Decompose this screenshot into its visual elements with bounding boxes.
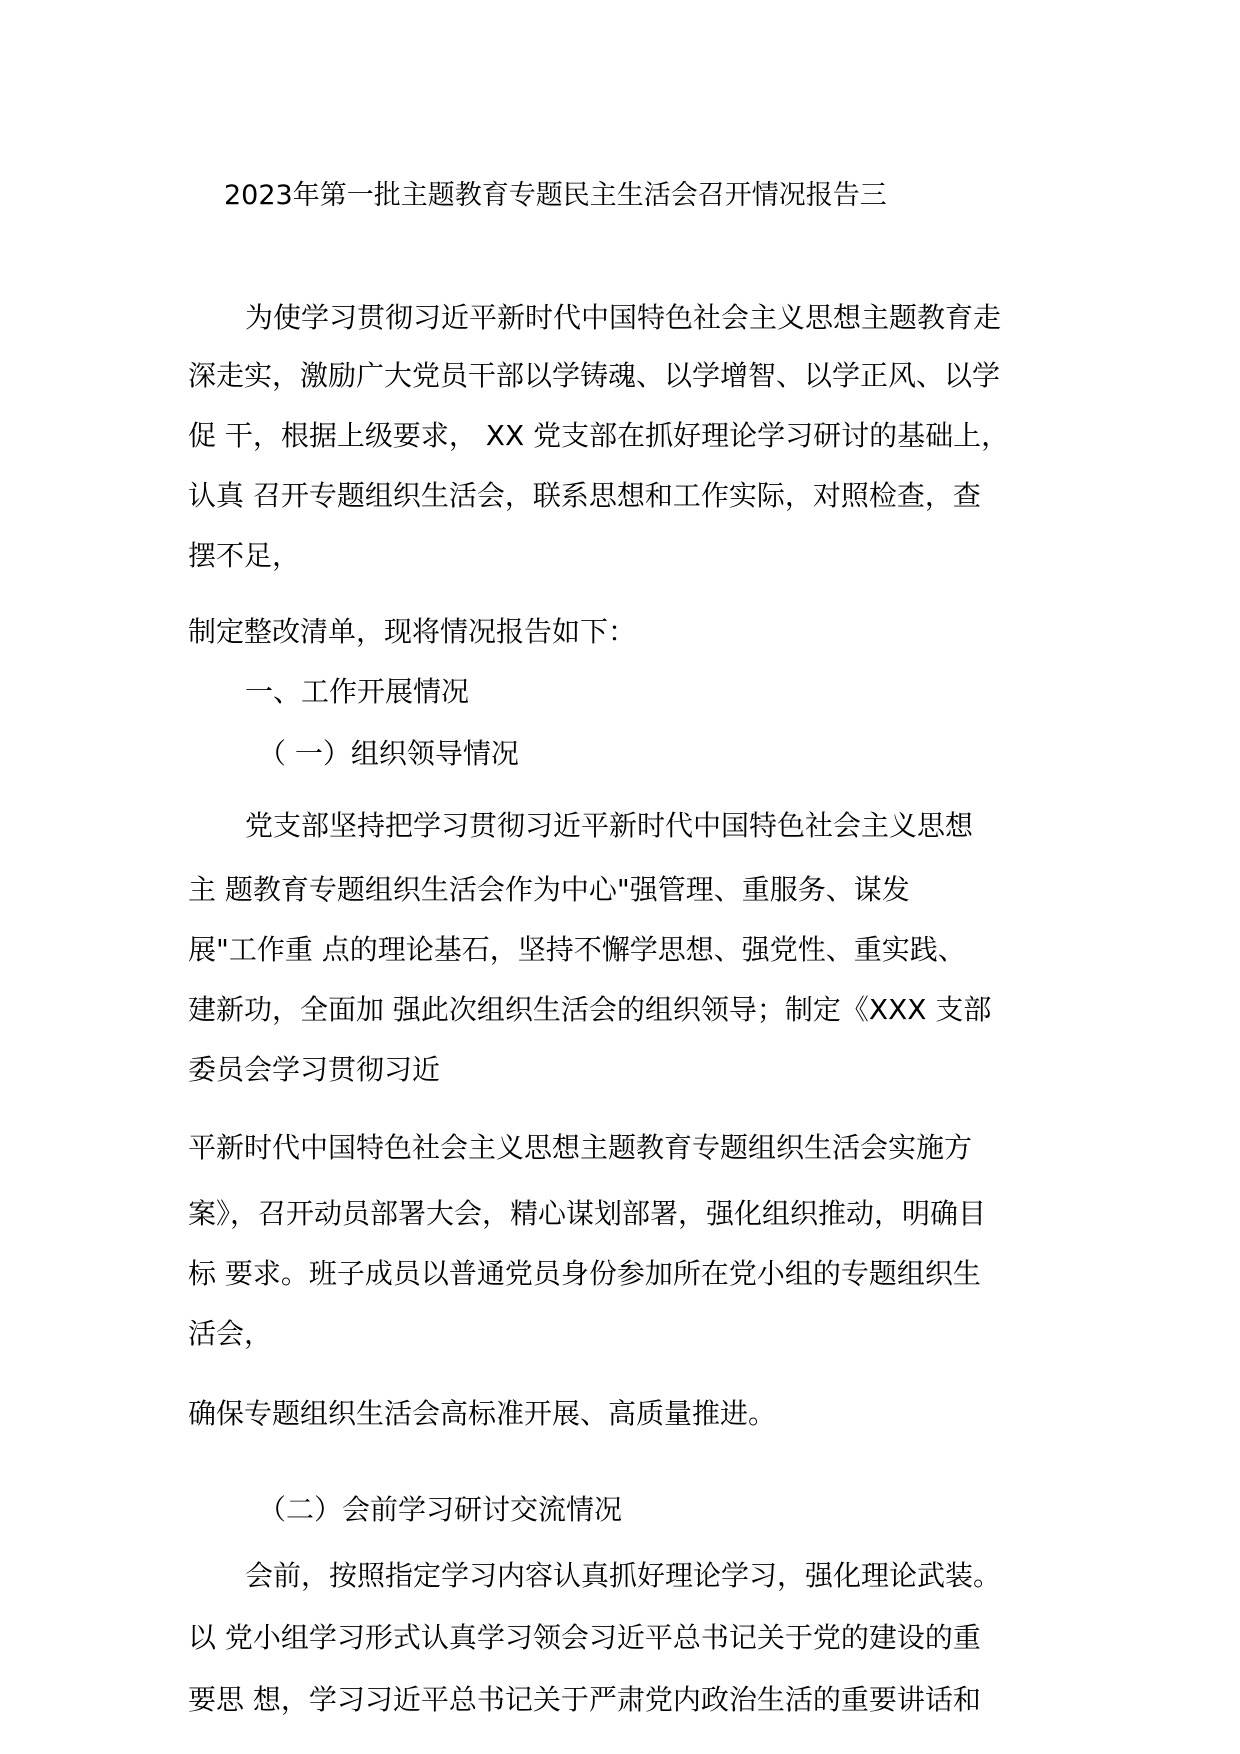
paragraph-line: 标 要求。班子成员以普通党员身份参加所在党小组的专题组织生 bbox=[188, 1257, 981, 1290]
paragraph-line: 平新时代中国特色社会主义思想主题教育专题组织生活会实施方 bbox=[188, 1131, 973, 1164]
paragraph-line: 深走实，激励广大党员干部以学铸魂、以学增智、以学正风、以学 bbox=[188, 359, 1001, 392]
document-title: 2023年第一批主题教育专题民主生活会召开情况报告三 bbox=[224, 180, 887, 211]
paragraph-line: 促 干，根据上级要求， XX 党支部在抓好理论学习研讨的基础上， bbox=[188, 419, 1010, 452]
paragraph-line: 委员会学习贯彻习近 bbox=[188, 1053, 441, 1086]
paragraph-line: 确保专题组织生活会高标准开展、高质量推进。 bbox=[188, 1397, 777, 1430]
paragraph-line: 主 题教育专题组织生活会作为中心"强管理、重服务、谋发 bbox=[188, 873, 910, 906]
paragraph-line: 以 党小组学习形式认真学习领会习近平总书记关于党的建设的重 bbox=[188, 1621, 981, 1654]
paragraph-line: 展"工作重 点的理论基石，坚持不懈学思想、强党性、重实践、 bbox=[188, 933, 966, 966]
paragraph-line: 制定整改清单，现将情况报告如下： bbox=[188, 615, 637, 648]
paragraph-line: 认真 召开专题组织生活会，联系思想和工作实际，对照检查，查 bbox=[188, 479, 981, 512]
paragraph-line: 活会， bbox=[188, 1317, 273, 1350]
paragraph-line: 要思 想，学习习近平总书记关于严肃党内政治生活的重要讲话和 bbox=[188, 1683, 981, 1716]
subsection-heading: （二）会前学习研讨交流情况 bbox=[258, 1493, 623, 1526]
paragraph-line: 党支部坚持把学习贯彻习近平新时代中国特色社会主义思想 bbox=[245, 809, 974, 842]
paragraph-line: 为使学习贯彻习近平新时代中国特色社会主义思想主题教育走 bbox=[245, 301, 1002, 334]
paragraph-line: 会前，按照指定学习内容认真抓好理论学习，强化理论武装。 bbox=[245, 1559, 1002, 1592]
paragraph-line: 案》，召开动员部署大会，精心谋划部署，强化组织推动，明确目 bbox=[188, 1197, 987, 1230]
section-heading: 一、工作开展情况 bbox=[245, 675, 470, 708]
paragraph-line: 建新功，全面加 强此次组织生活会的组织领导；制定《XXX 支部 bbox=[188, 993, 992, 1026]
subsection-heading: （ 一）组织领导情况 bbox=[258, 737, 519, 770]
paragraph-line: 摆不足， bbox=[188, 539, 301, 572]
